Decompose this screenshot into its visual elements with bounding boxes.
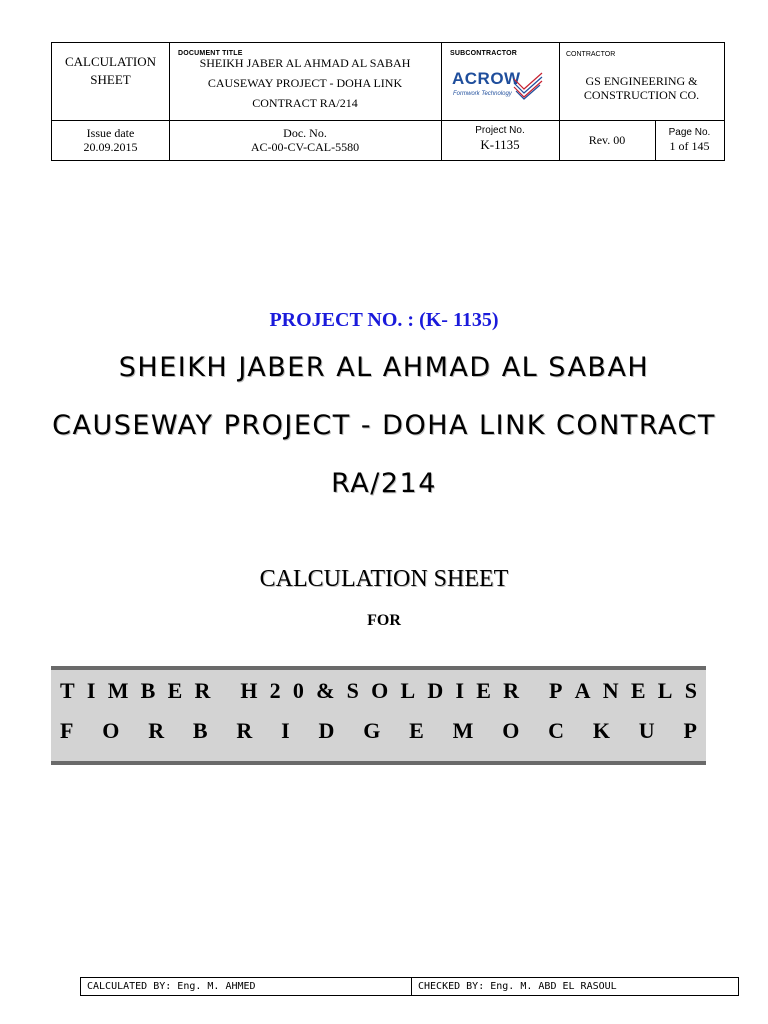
subject-banner bbox=[51, 666, 706, 765]
banner-letter: E bbox=[630, 678, 646, 703]
banner-letter: I bbox=[86, 678, 96, 703]
banner-letter: K bbox=[592, 718, 610, 743]
signature-footer bbox=[80, 977, 739, 996]
subcontractor-caption: SUBCONTRACTOR bbox=[450, 50, 518, 57]
document-title-line: CAUSEWAY PROJECT - DOHA LINK bbox=[207, 76, 403, 90]
issue-date-label: Issue date bbox=[86, 126, 135, 140]
for-label: FOR bbox=[367, 612, 401, 629]
doc-no-label: Doc. No. bbox=[283, 126, 327, 140]
calc-sheet-label-line: SHEET bbox=[90, 72, 131, 87]
doc-no-value: AC-00-CV-CAL-5580 bbox=[250, 140, 360, 154]
banner-letter: G bbox=[363, 718, 381, 743]
project-title-line-1: SHEIKH JABER AL AHMAD AL SABAH bbox=[118, 352, 650, 383]
header-table bbox=[51, 42, 725, 161]
checked-by: CHECKED BY: Eng. M. ABD EL RASOUL bbox=[418, 981, 617, 992]
banner-letter: E bbox=[409, 718, 424, 743]
banner-letter: R bbox=[148, 718, 165, 743]
project-no-cell bbox=[441, 125, 559, 152]
calculation-sheet-heading: CALCULATION SHEET bbox=[259, 566, 509, 592]
doc-no bbox=[169, 126, 441, 154]
banner-letter: O bbox=[371, 678, 389, 703]
project-no-value: K-1135 bbox=[480, 137, 520, 152]
banner-line-2 bbox=[60, 718, 697, 744]
banner-letter: O bbox=[502, 718, 520, 743]
issue-date bbox=[52, 126, 169, 154]
banner-letter: B bbox=[192, 718, 208, 743]
banner-letter: N bbox=[602, 678, 619, 703]
issue-date-value: 20.09.2015 bbox=[83, 140, 138, 154]
banner-letter: A bbox=[574, 678, 591, 703]
banner-letter: P bbox=[683, 718, 697, 743]
banner-letter: F bbox=[60, 718, 74, 743]
project-no-label: Project No. bbox=[475, 125, 525, 136]
banner-letter: O bbox=[102, 718, 120, 743]
document-title-line: CONTRACT RA/214 bbox=[252, 96, 358, 110]
banner-letter: S bbox=[684, 678, 697, 703]
contractor-name bbox=[559, 74, 724, 102]
banner-letter: I bbox=[281, 718, 290, 743]
banner-letter: R bbox=[503, 678, 520, 703]
calculated-by: CALCULATED BY: Eng. M. AHMED bbox=[87, 981, 256, 992]
banner-letter bbox=[531, 678, 537, 704]
banner-letter bbox=[223, 678, 229, 704]
banner-letter: L bbox=[400, 678, 416, 703]
banner-letter: D bbox=[318, 718, 335, 743]
acrow-logo-text: ACROW bbox=[452, 69, 521, 88]
banner-letter: C bbox=[548, 718, 565, 743]
document-title bbox=[169, 53, 441, 113]
page-no-cell bbox=[655, 126, 724, 153]
banner-letter: R bbox=[236, 718, 253, 743]
page-no-label: Page No. bbox=[668, 127, 711, 138]
banner-letter: B bbox=[140, 678, 156, 703]
contractor-caption: CONTRACTOR bbox=[566, 51, 616, 58]
banner-line-1 bbox=[60, 678, 697, 704]
contractor-name-line: GS ENGINEERING & bbox=[585, 74, 698, 88]
banner-letter: E bbox=[167, 678, 183, 703]
project-number-heading: PROJECT NO. : (K- 1135) bbox=[269, 309, 499, 331]
banner-letter: L bbox=[657, 678, 673, 703]
banner-letter: M bbox=[107, 678, 129, 703]
banner-letter: & bbox=[316, 678, 335, 703]
banner-letter: E bbox=[476, 678, 491, 703]
banner-letter: 0 bbox=[292, 678, 304, 703]
acrow-logo bbox=[452, 69, 552, 105]
banner-letter: S bbox=[346, 678, 359, 703]
header-divider bbox=[52, 120, 724, 121]
banner-letter: R bbox=[194, 678, 211, 703]
banner-letter: U bbox=[638, 718, 655, 743]
calc-sheet-label-line: CALCULATION bbox=[65, 54, 156, 69]
page-no-value: 1 of 145 bbox=[669, 139, 710, 153]
banner-letter: H bbox=[240, 678, 258, 703]
banner-letter: D bbox=[427, 678, 444, 703]
document-title-caption: DOCUMENT TITLE bbox=[178, 50, 243, 57]
calc-sheet-label bbox=[52, 53, 169, 89]
contractor-name-line: CONSTRUCTION CO. bbox=[583, 88, 700, 102]
project-title-line-3: RA/214 bbox=[331, 468, 437, 499]
acrow-chevron-icon bbox=[512, 71, 546, 101]
revision: Rev. 00 bbox=[588, 133, 626, 147]
banner-letter: P bbox=[548, 678, 563, 703]
document-title-line: SHEIKH JABER AL AHMAD AL SABAH bbox=[199, 56, 411, 70]
project-title-line-2: CAUSEWAY PROJECT - DOHA LINK CONTRACT bbox=[52, 410, 716, 441]
banner-letter: M bbox=[452, 718, 474, 743]
banner-letter: I bbox=[455, 678, 465, 703]
acrow-logo-tagline: Formwork Technology bbox=[453, 91, 512, 97]
banner-letter: 2 bbox=[269, 678, 281, 703]
banner-letter: T bbox=[60, 678, 75, 703]
